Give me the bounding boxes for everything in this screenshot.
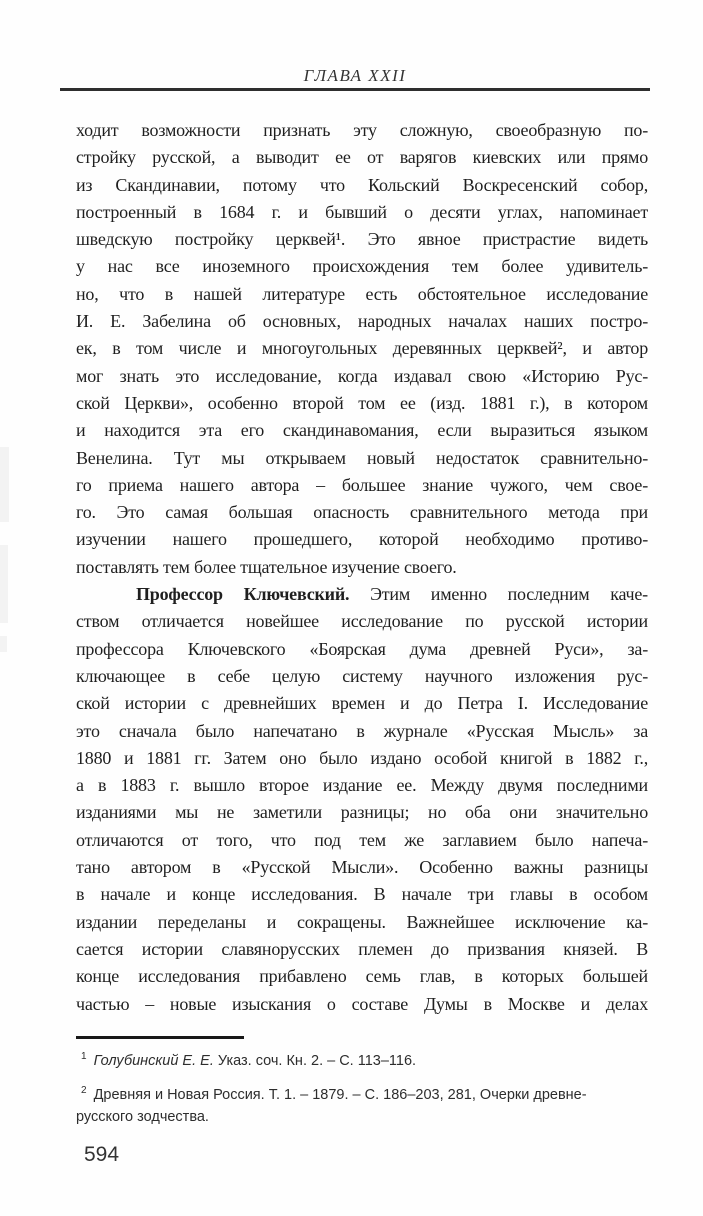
footnote-marker: 1 xyxy=(81,1051,87,1062)
body-line: стройку русской, а выводит ее от варягов киевских или прямо xyxy=(76,147,648,168)
footnote-text: Указ. соч. Кн. 2. – С. 113–116. xyxy=(217,1052,417,1069)
header-rule xyxy=(60,88,650,91)
footnote-separator xyxy=(76,1036,244,1039)
body-line: и находится эта его скандинавомания, если выразиться языком xyxy=(76,420,648,441)
body-line: ством отличается новейшее исследование по русской истории xyxy=(76,611,648,632)
body-line: частью – новые изыскания о составе Думы в Москве и делах xyxy=(76,993,648,1014)
body-line: го. Это самая большая опасность сравнительного метода при xyxy=(76,502,648,523)
body-line: И. Е. Забелина об основных, народных началах наших постро- xyxy=(76,311,648,332)
body-line: из Скандинавии, потому что Кольский Воскресенский собор, xyxy=(76,174,648,195)
body-line: шведскую постройку церквей¹. Это явное пристрастие видеть xyxy=(76,229,648,250)
body-line: ходит возможности признать эту сложную, своеобразную по- xyxy=(76,120,648,140)
body-line: конце исследования прибавлено семь глав, в которых большей xyxy=(76,966,648,987)
body-line: а в 1883 г. вышло второе издание ее. Между двумя последними xyxy=(76,775,648,796)
body-line: ской Церкви», особенно второй том ее (изд. 1881 г.), в котором xyxy=(76,392,648,413)
body-line: изданиями мы не заметили разницы; но оба они значительно xyxy=(76,802,648,823)
body-line-text: Этим именно последним каче- xyxy=(370,584,648,605)
body-line: Венелина. Тут мы открываем новый недостаток сравнительно- xyxy=(76,447,648,468)
paragraph-lead-bold: Профессор Ключевский. xyxy=(136,584,350,605)
body-line xyxy=(76,581,648,608)
running-header: ГЛАВА XXII xyxy=(303,66,407,85)
footnote-marker: 2 xyxy=(81,1085,87,1097)
paragraph-1 xyxy=(76,117,648,581)
footnote-1 xyxy=(76,1046,648,1072)
body-line: построенный в 1684 г. и бывший о десяти углах, напоминает xyxy=(76,201,648,222)
body-line: издании переделаны и сокращены. Важнейшее исключение ка- xyxy=(76,911,648,932)
body-line: ской истории с древнейших времен и до Петра I. Исследование xyxy=(76,693,648,714)
footnote-2-continued: русского зодчества. xyxy=(76,1108,209,1125)
body-line: ключающее в себе целую систему научного изложения рус- xyxy=(76,665,648,686)
body-line: ек, в том числе и многоугольных деревянных церквей², и автор xyxy=(76,338,648,359)
body-line: отличаются от того, что под тем же заглавием было напеча- xyxy=(76,829,648,850)
body-line: у нас все иноземного происхождения тем более удивитель- xyxy=(76,256,648,277)
footnote-text: Древняя и Новая Россия. Т. 1. – 1879. – С. 186–203, 281, Очерки древне- xyxy=(93,1087,587,1104)
footnote-2 xyxy=(76,1080,648,1106)
footnote-author: Голубинский Е. Е. xyxy=(93,1052,214,1069)
body-line: в начале и конце исследования. В начале три главы в особом xyxy=(76,884,648,905)
body-line: мог знать это исследование, когда издавал свою «Историю Рус- xyxy=(76,365,648,386)
body-line: но, что в нашей литературе есть обстоятельное исследование xyxy=(76,283,648,304)
body-line: поставлять тем более тщательное изучение своего. xyxy=(76,556,457,577)
scan-artifact xyxy=(0,545,8,623)
body-line: 1880 и 1881 гг. Затем оно было издано особой книгой в 1882 г., xyxy=(76,747,648,768)
scan-artifact xyxy=(0,636,7,652)
scan-artifact xyxy=(0,447,9,522)
body-line: это сначала было напечатано в журнале «Русская Мысль» за xyxy=(76,720,648,741)
footnotes xyxy=(76,1046,648,1128)
body-line: го приема нашего автора – большее знание чужого, чем свое- xyxy=(76,474,648,495)
body-text xyxy=(76,117,648,1018)
body-line: профессора Ключевского «Боярская дума древней Руси», за- xyxy=(76,638,648,659)
body-line: сается истории славянорусских племен до призвания князей. В xyxy=(76,938,648,959)
page-number: 594 xyxy=(84,1143,120,1166)
body-line: изучении нашего прошедшего, которой необходимо противо- xyxy=(76,529,648,550)
paragraph-2 xyxy=(76,581,648,1018)
body-line: тано автором в «Русской Мысли». Особенно важны разницы xyxy=(76,857,648,878)
